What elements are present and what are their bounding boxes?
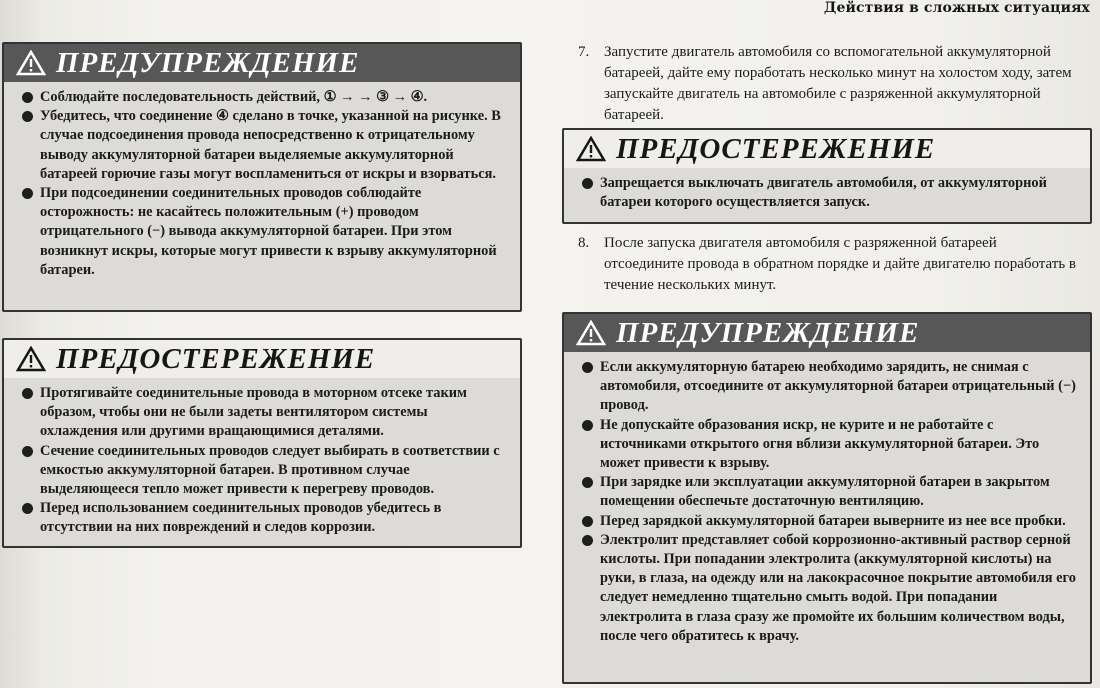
left-caution-list <box>4 378 520 544</box>
step-8 <box>578 233 1078 296</box>
step-number: 7. <box>578 44 590 60</box>
step-text: Запустите двигатель автомобиля со вспомогательной аккумуляторной батареей, дайте ему поработать несколько минут на холостом ходу, затем запускайте двигатель на автомобиле с разряженной аккумуляторной батареей. <box>604 44 1072 123</box>
warning-triangle-icon <box>16 346 46 372</box>
list-item: Не допускайте образования искр, не курите и не работайте с источниками открытого огня вблизи аккумуляторной батареи. Это может привести к взрыву. <box>582 416 1078 474</box>
bullet-icon <box>582 516 593 527</box>
left-warning-title: ПРЕДУПРЕЖДЕНИЕ <box>56 47 360 79</box>
list-item: Запрещается выключать двигатель автомобиля, от аккумуляторной батареи которого осуществляется запуск. <box>582 174 1078 212</box>
bullet-icon <box>582 362 593 373</box>
left-warning-box <box>2 42 522 312</box>
list-item: Сечение соединительных проводов следует выбирать в соответствии с емкостью аккумуляторной батареи. В противном случае выделяющееся тепло может привести к перегреву проводов. <box>22 442 508 500</box>
list-item: При подсоединении соединительных проводов соблюдайте осторожность: не касайтесь положительным (+) проводом отрицательного (−) вывода аккумуляторной батареи. При этом возникнут искры, которые могут привести к взрыву аккумуляторной батареи. <box>22 184 508 280</box>
bullet-icon <box>22 503 33 514</box>
left-caution-box <box>2 338 522 548</box>
list-item: Убедитесь, что соединение ④ сделано в точке, указанной на рисунке. В случае подсоединения провода непосредственно к отрицательному выводу аккумуляторной батареи выделяемые аккумуляторной батареей горючие газы могут воспламениться от искры и взорваться. <box>22 107 508 184</box>
right-caution-title: ПРЕДОСТЕРЕЖЕНИЕ <box>616 133 936 165</box>
list-item: Перед зарядкой аккумуляторной батареи выверните из нее все пробки. <box>582 512 1078 531</box>
right-caution-title-bar <box>564 130 1090 168</box>
right-warning-box <box>562 312 1092 684</box>
list-item: Протягивайте соединительные провода в моторном отсеке таким образом, чтобы они не были задеты вентилятором системы охлаждения или другими вращающимися деталями. <box>22 384 508 442</box>
right-warning-title: ПРЕДУПРЕЖДЕНИЕ <box>616 317 920 349</box>
left-caution-title-bar <box>4 340 520 378</box>
left-warning-title-bar <box>4 44 520 82</box>
bullet-icon <box>22 388 33 399</box>
right-warning-title-bar <box>564 314 1090 352</box>
step-text: После запуска двигателя автомобиля с разряженной батареей отсоедините провода в обратном порядке и дайте двигателю поработать в течение нескольких минут. <box>604 235 1077 293</box>
warning-triangle-icon <box>576 136 606 162</box>
right-warning-list <box>564 352 1090 652</box>
warning-triangle-icon <box>576 320 606 346</box>
list-item: Соблюдайте последовательность действий, ① → → ③ → ④. <box>22 88 508 107</box>
warning-triangle-icon <box>16 50 46 76</box>
list-item: При зарядке или эксплуатации аккумуляторной батареи в закрытом помещении обеспечьте достаточную вентиляцию. <box>582 473 1078 511</box>
left-warning-list <box>4 82 520 286</box>
bullet-icon <box>582 178 593 189</box>
right-caution-list <box>564 168 1090 218</box>
list-item: Электролит представляет собой коррозионно-активный раствор серной кислоты. При попадании электролита (аккумуляторной кислоты) на руки, в глаза, на одежду или на лакокрасочное покрытие автомобиля его следует немедленно тщательно смыть водой. При попадании электролита в глаза сразу же промойте их большим количеством воды, после чего обратитесь к врачу. <box>582 531 1078 646</box>
page-header-title: Действия в сложных ситуациях <box>823 0 1090 16</box>
bullet-icon <box>22 111 33 122</box>
bullet-icon <box>22 92 33 103</box>
bullet-icon <box>582 420 593 431</box>
bullet-icon <box>22 446 33 457</box>
bullet-icon <box>22 188 33 199</box>
right-caution-box <box>562 128 1092 224</box>
bullet-icon <box>582 477 593 488</box>
list-item: Перед использованием соединительных проводов убедитесь в отсутствии на них повреждений и следов коррозии. <box>22 499 508 537</box>
step-7 <box>578 42 1078 126</box>
step-number: 8. <box>578 235 590 251</box>
list-item: Если аккумуляторную батарею необходимо зарядить, не снимая с автомобиля, отсоедините от аккумуляторной батареи отрицательный (−) провод. <box>582 358 1078 416</box>
left-caution-title: ПРЕДОСТЕРЕЖЕНИЕ <box>56 343 376 375</box>
bullet-icon <box>582 535 593 546</box>
